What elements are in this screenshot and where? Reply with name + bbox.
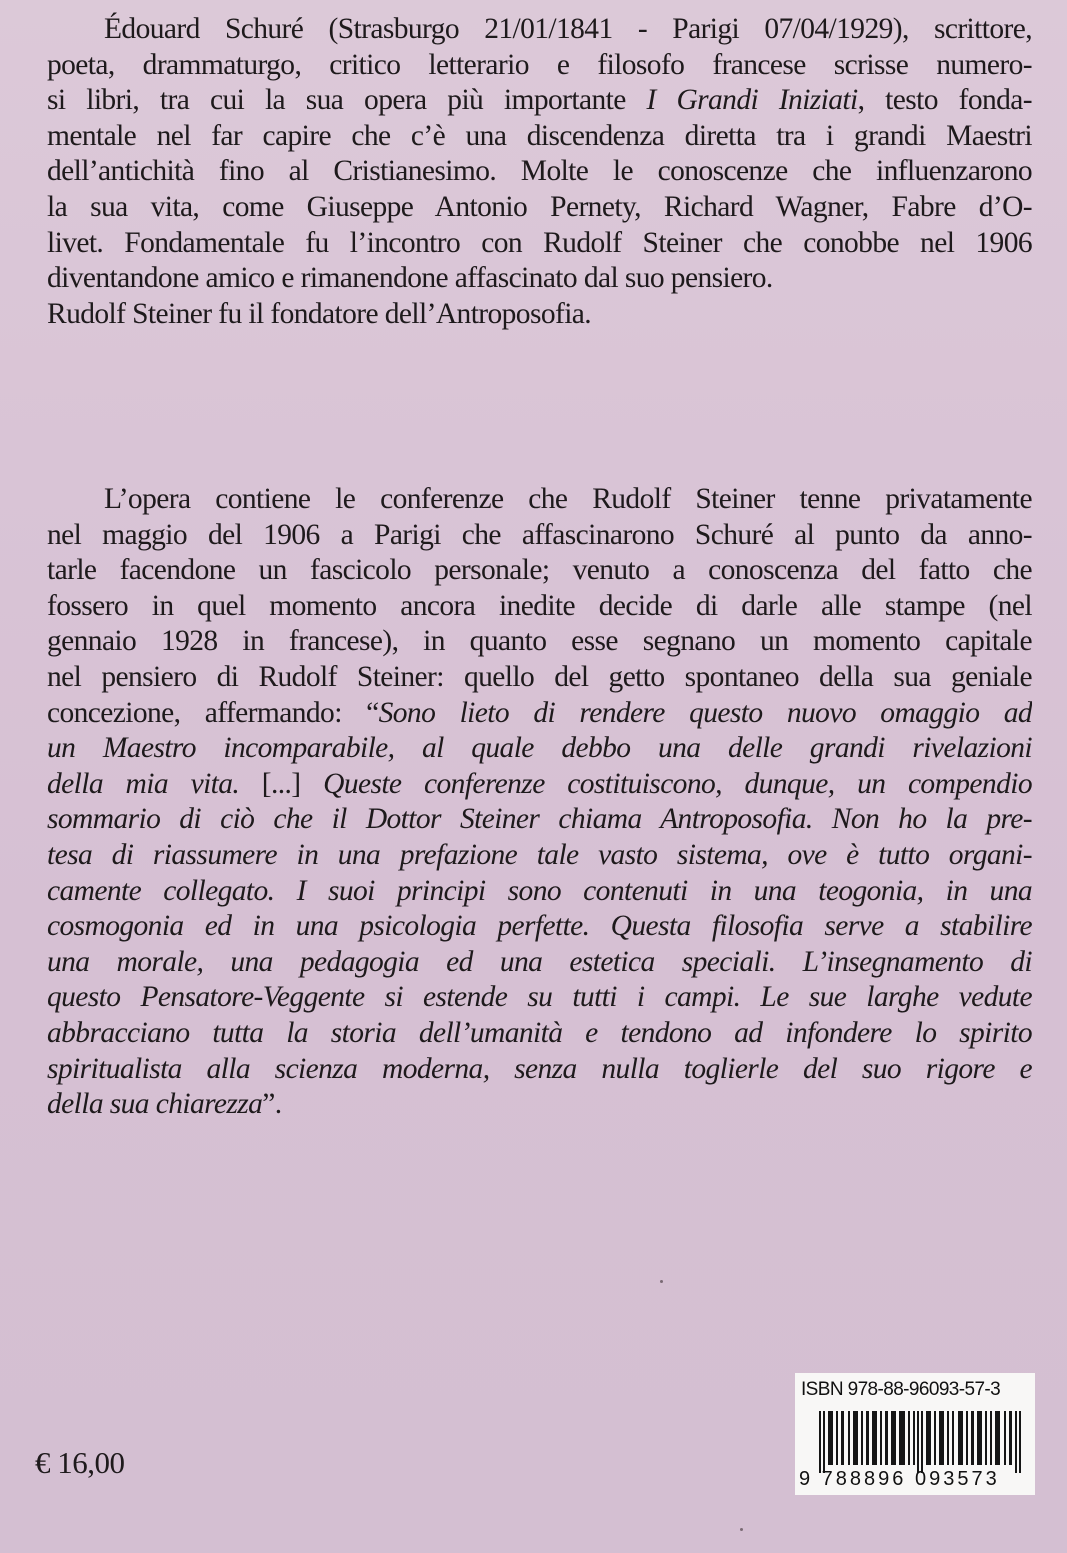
text-line <box>47 1087 1032 1123</box>
quote-line: questo Pensatore-Veggente si estende su tutti i campi. Le sue larghe vedute <box>47 981 1032 1014</box>
quote-italic: Queste conferenze costituiscono, dunque, un compendio <box>323 767 1032 800</box>
print-speck <box>740 1528 743 1531</box>
text-line: la sua vita, come Giuseppe Antonio Pernety, Richard Wagner, Fabre d’O- <box>47 190 1032 223</box>
text-line: gennaio 1928 in francese), in quanto esse segnano un momento capitale <box>47 625 1032 658</box>
price-label: € 16,00 <box>35 1445 125 1480</box>
barcode-digits: 9 788896 093573 <box>799 1468 1000 1490</box>
text-line: fossero in quel momento ancora inedite decide di darle alle stampe (nel <box>47 589 1032 622</box>
ellipsis-bracket: [...] <box>239 767 324 800</box>
quote-line: abbracciano tutta la storia dell’umanità e tendono ad infondere lo spirito <box>47 1016 1032 1049</box>
quote-line: una morale, una pedagogia ed una estetica speciali. L’insegnamento di <box>47 945 1032 978</box>
quote-italic: della sua chiarezza <box>47 1088 263 1121</box>
text-line: L’opera contiene le conferenze che Rudolf Steiner tenne privatamente <box>104 483 1032 515</box>
quote-line: un Maestro incomparabile, al quale debbo una delle grandi rivelazioni <box>47 732 1032 765</box>
text-line <box>47 696 1032 732</box>
text-line: poeta, drammaturgo, critico letterario e filosofo francese scrisse numero- <box>47 48 1032 81</box>
barcode-bars-icon <box>819 1411 1029 1473</box>
text-line: diventandone amico e rimanendone affascinato dal suo pensiero. <box>47 262 773 295</box>
text-line: livet. Fondamentale fu l’incontro con Rudolf Steiner che conobbe nel 1906 <box>47 226 1032 259</box>
text-line: dell’antichità fino al Cristianesimo. Molte le conoscenze che influenzarono <box>47 155 1032 188</box>
text-line: mentale nel far capire che c’è una discendenza diretta tra i grandi Maestri <box>47 119 1032 152</box>
print-speck <box>660 1280 663 1283</box>
text-line <box>47 767 1032 803</box>
isbn-barcode <box>795 1373 1035 1495</box>
quote-italic: Sono lieto di rendere questo nuovo omaggio ad <box>378 696 1032 729</box>
text-line: tarle facendone un fascicolo personale; venuto a conoscenza del fatto che <box>47 554 1032 587</box>
author-bio-paragraph <box>47 12 1032 332</box>
quote-line: spiritualista alla scienza moderna, senza nulla toglierle del suo rigore e <box>47 1052 1032 1085</box>
text-line: Rudolf Steiner fu il fondatore dell’Antroposofia. <box>47 297 592 330</box>
book-title-italic: I Grandi Iniziati <box>646 84 858 117</box>
text-line: nel maggio del 1906 a Parigi che affascinarono Schuré al punto da anno- <box>47 518 1032 551</box>
quote-line: camente collegato. I suoi principi sono contenuti in una teogonia, in una <box>47 874 1032 907</box>
text-span: si libri, tra cui la sua opera più importante <box>47 84 647 117</box>
quote-line: tesa di riassumere in una prefazione tale vasto sistema, ove è tutto organi- <box>47 838 1032 871</box>
closing-quote: ”. <box>262 1088 282 1121</box>
book-description-paragraph <box>47 482 1032 1123</box>
text-line <box>47 83 1032 119</box>
quote-italic: della mia vita. <box>47 767 240 800</box>
text-span: concezione, affermando: “ <box>47 696 379 729</box>
text-line: Édouard Schuré (Strasburgo 21/01/1841 - Parigi 07/04/1929), scrittore, <box>104 13 1032 45</box>
quote-line: sommario di ciò che il Dottor Steiner chiama Antroposofia. Non ho la pre- <box>47 803 1032 836</box>
text-line: nel pensiero di Rudolf Steiner: quello del getto spontaneo della sua geniale <box>47 660 1032 693</box>
isbn-number: ISBN 978-88-96093-57-3 <box>801 1379 1001 1400</box>
quote-line: cosmogonia ed in una psicologia perfette. Questa filosofia serve a stabilire <box>47 910 1032 943</box>
text-span: , testo fonda- <box>857 84 1032 117</box>
